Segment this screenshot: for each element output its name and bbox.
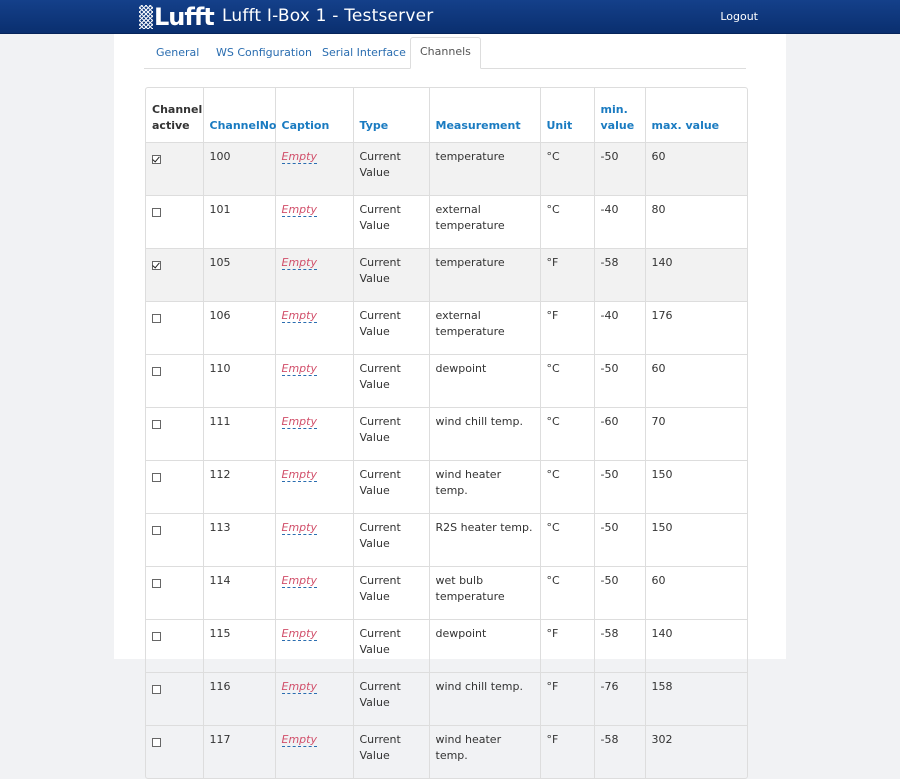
- type-cell: Current Value: [353, 461, 429, 514]
- unit-cell: °F: [540, 726, 594, 779]
- table-row: [146, 143, 747, 196]
- measurement-cell: wind chill temp.: [429, 673, 540, 726]
- unit-cell: °C: [540, 567, 594, 620]
- max-value-cell: 150: [645, 514, 747, 567]
- type-cell: Current Value: [353, 249, 429, 302]
- tab-general[interactable]: General: [156, 46, 200, 59]
- channel-active-checkbox[interactable]: [152, 632, 161, 641]
- channel-active-checkbox[interactable]: [152, 738, 161, 747]
- channel-no-cell: 100: [203, 143, 275, 196]
- type-cell: Current Value: [353, 196, 429, 249]
- header-unit[interactable]: Unit: [540, 88, 594, 143]
- caption-edit-link[interactable]: Empty: [281, 574, 317, 587]
- type-cell: Current Value: [353, 514, 429, 567]
- unit-cell: °F: [540, 249, 594, 302]
- header-type[interactable]: Type: [353, 88, 429, 143]
- caption-cell: [275, 355, 353, 408]
- min-value-cell: -50: [594, 143, 645, 196]
- caption-cell: [275, 726, 353, 779]
- logo-text: Lufft: [154, 2, 214, 31]
- logout-link[interactable]: Logout: [720, 10, 758, 23]
- caption-edit-link[interactable]: Empty: [281, 733, 317, 746]
- caption-edit-link[interactable]: Empty: [281, 150, 317, 163]
- caption-edit-link[interactable]: Empty: [281, 680, 317, 693]
- caption-edit-link[interactable]: Empty: [281, 521, 317, 534]
- channel-active-checkbox[interactable]: [152, 473, 161, 482]
- measurement-cell: wind heater temp.: [429, 461, 540, 514]
- measurement-cell: dewpoint: [429, 355, 540, 408]
- table-row: [146, 514, 747, 567]
- unit-cell: °C: [540, 355, 594, 408]
- channel-active-checkbox[interactable]: [152, 314, 161, 323]
- table-row: [146, 302, 747, 355]
- caption-edit-link[interactable]: Empty: [281, 362, 317, 375]
- caption-cell: [275, 249, 353, 302]
- max-value-cell: 70: [645, 408, 747, 461]
- header-channel-no[interactable]: ChannelNo: [203, 88, 275, 143]
- caption-cell: [275, 514, 353, 567]
- channel-active-cell: [146, 249, 203, 302]
- unit-cell: °C: [540, 196, 594, 249]
- channel-active-checkbox[interactable]: [152, 579, 161, 588]
- caption-cell: [275, 196, 353, 249]
- caption-edit-link[interactable]: Empty: [281, 415, 317, 428]
- channel-active-cell: [146, 408, 203, 461]
- header-min-value[interactable]: [594, 88, 645, 143]
- header-max-value[interactable]: max. value: [645, 88, 747, 143]
- table-row: [146, 567, 747, 620]
- min-value-cell: -40: [594, 196, 645, 249]
- caption-cell: [275, 408, 353, 461]
- app-title: Lufft I-Box 1 - Testserver: [222, 6, 434, 26]
- unit-cell: °C: [540, 408, 594, 461]
- measurement-cell: temperature: [429, 143, 540, 196]
- measurement-cell: wind heater temp.: [429, 726, 540, 779]
- caption-cell: [275, 567, 353, 620]
- table-row: [146, 726, 747, 779]
- type-cell: Current Value: [353, 726, 429, 779]
- channel-active-checkbox[interactable]: [152, 526, 161, 535]
- header-min-line2: value: [600, 119, 635, 132]
- channel-active-checkbox[interactable]: [152, 155, 161, 164]
- min-value-cell: -76: [594, 673, 645, 726]
- channel-no-cell: 114: [203, 567, 275, 620]
- max-value-cell: 176: [645, 302, 747, 355]
- logo-pattern-icon: [139, 5, 153, 29]
- channel-active-checkbox[interactable]: [152, 420, 161, 429]
- caption-edit-link[interactable]: Empty: [281, 468, 317, 481]
- max-value-cell: 60: [645, 567, 747, 620]
- channel-no-cell: 110: [203, 355, 275, 408]
- max-value-cell: 80: [645, 196, 747, 249]
- min-value-cell: -40: [594, 302, 645, 355]
- table-header-row: [146, 88, 747, 143]
- channel-active-cell: [146, 620, 203, 673]
- header-measurement[interactable]: Measurement: [429, 88, 540, 143]
- tab-ws-configuration[interactable]: WS Configuration: [216, 46, 312, 59]
- channel-active-checkbox[interactable]: [152, 685, 161, 694]
- min-value-cell: -58: [594, 620, 645, 673]
- min-value-cell: -58: [594, 726, 645, 779]
- caption-edit-link[interactable]: Empty: [281, 309, 317, 322]
- channel-active-cell: [146, 302, 203, 355]
- caption-cell: [275, 461, 353, 514]
- caption-edit-link[interactable]: Empty: [281, 203, 317, 216]
- header-channel-active-line2: active: [152, 119, 190, 132]
- type-cell: Current Value: [353, 143, 429, 196]
- measurement-cell: external temperature: [429, 196, 540, 249]
- unit-cell: °C: [540, 143, 594, 196]
- caption-edit-link[interactable]: Empty: [281, 627, 317, 640]
- channel-active-cell: [146, 726, 203, 779]
- min-value-cell: -50: [594, 355, 645, 408]
- caption-cell: [275, 620, 353, 673]
- table-row: [146, 408, 747, 461]
- type-cell: Current Value: [353, 302, 429, 355]
- channel-active-cell: [146, 143, 203, 196]
- channel-no-cell: 117: [203, 726, 275, 779]
- header-min-line1: min.: [600, 103, 628, 116]
- measurement-cell: R2S heater temp.: [429, 514, 540, 567]
- header-caption[interactable]: Caption: [275, 88, 353, 143]
- max-value-cell: 140: [645, 620, 747, 673]
- min-value-cell: -58: [594, 249, 645, 302]
- measurement-cell: dewpoint: [429, 620, 540, 673]
- max-value-cell: 158: [645, 673, 747, 726]
- tab-bar: [144, 37, 746, 69]
- channel-no-cell: 111: [203, 408, 275, 461]
- type-cell: Current Value: [353, 567, 429, 620]
- table-row: [146, 355, 747, 408]
- table-row: [146, 673, 747, 726]
- measurement-cell: wind chill temp.: [429, 408, 540, 461]
- channel-no-cell: 101: [203, 196, 275, 249]
- channel-active-checkbox[interactable]: [152, 261, 161, 270]
- brand-logo[interactable]: [139, 2, 214, 31]
- top-navbar: [0, 0, 900, 34]
- tab-channels[interactable]: Channels: [410, 37, 481, 69]
- max-value-cell: 302: [645, 726, 747, 779]
- unit-cell: °F: [540, 302, 594, 355]
- min-value-cell: -50: [594, 461, 645, 514]
- unit-cell: °F: [540, 620, 594, 673]
- type-cell: Current Value: [353, 620, 429, 673]
- channel-active-cell: [146, 196, 203, 249]
- channel-no-cell: 106: [203, 302, 275, 355]
- table-row: [146, 620, 747, 673]
- type-cell: Current Value: [353, 408, 429, 461]
- header-channel-active: [146, 88, 203, 143]
- measurement-cell: external temperature: [429, 302, 540, 355]
- table-row: [146, 461, 747, 514]
- channel-active-cell: [146, 514, 203, 567]
- table-row: [146, 196, 747, 249]
- channels-table: [145, 87, 748, 779]
- channel-active-checkbox[interactable]: [152, 367, 161, 376]
- tab-serial-interface[interactable]: Serial Interface: [322, 46, 406, 59]
- caption-edit-link[interactable]: Empty: [281, 256, 317, 269]
- max-value-cell: 60: [645, 143, 747, 196]
- max-value-cell: 60: [645, 355, 747, 408]
- min-value-cell: -60: [594, 408, 645, 461]
- caption-cell: [275, 143, 353, 196]
- channel-no-cell: 115: [203, 620, 275, 673]
- type-cell: Current Value: [353, 673, 429, 726]
- max-value-cell: 150: [645, 461, 747, 514]
- channel-no-cell: 113: [203, 514, 275, 567]
- channel-active-cell: [146, 355, 203, 408]
- content-panel: [114, 34, 786, 762]
- max-value-cell: 140: [645, 249, 747, 302]
- measurement-cell: wet bulb temperature: [429, 567, 540, 620]
- unit-cell: °C: [540, 514, 594, 567]
- min-value-cell: -50: [594, 567, 645, 620]
- channel-active-cell: [146, 567, 203, 620]
- caption-cell: [275, 673, 353, 726]
- unit-cell: °C: [540, 461, 594, 514]
- channel-active-checkbox[interactable]: [152, 208, 161, 217]
- min-value-cell: -50: [594, 514, 645, 567]
- channel-active-cell: [146, 461, 203, 514]
- channel-active-cell: [146, 673, 203, 726]
- channel-no-cell: 112: [203, 461, 275, 514]
- header-channel-active-line1: Channel: [152, 103, 203, 116]
- measurement-cell: temperature: [429, 249, 540, 302]
- unit-cell: °F: [540, 673, 594, 726]
- caption-cell: [275, 302, 353, 355]
- table-row: [146, 249, 747, 302]
- channel-no-cell: 116: [203, 673, 275, 726]
- channel-no-cell: 105: [203, 249, 275, 302]
- type-cell: Current Value: [353, 355, 429, 408]
